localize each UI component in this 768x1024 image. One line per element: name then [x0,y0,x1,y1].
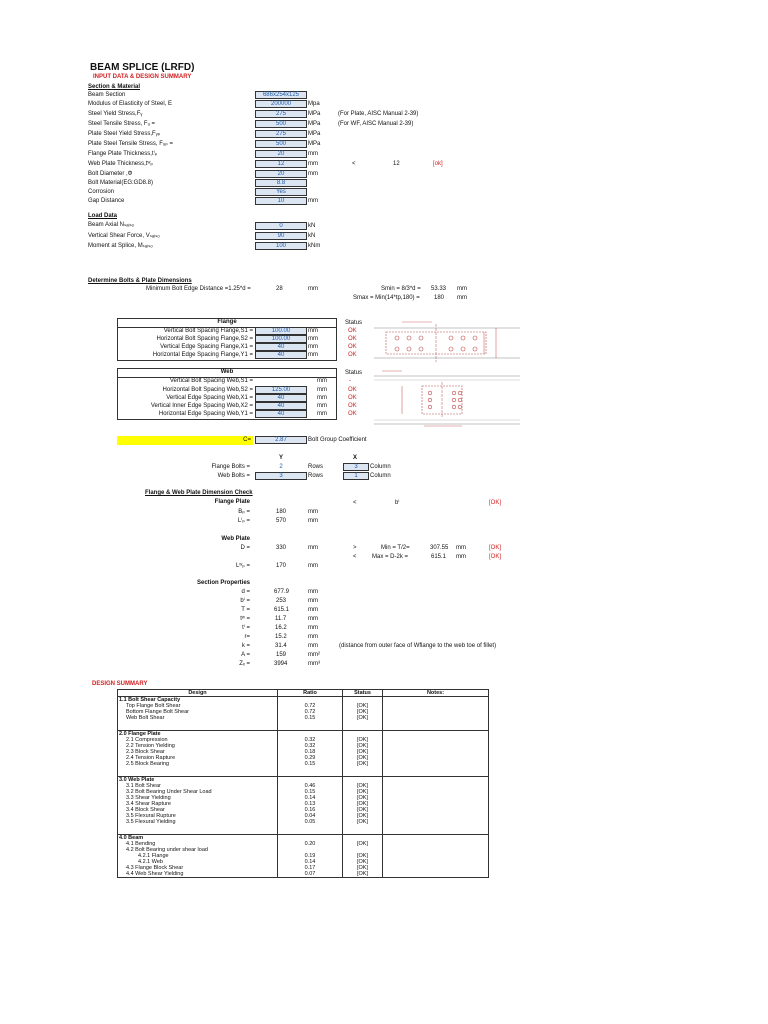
summary-header-row [118,690,489,697]
prop-label: tⁱ = [242,625,250,631]
prop-value: 15.2 [275,634,287,640]
label-vertical-shear: Vertical Shear Force, Vₛₐᵢₛₒ [88,233,160,239]
web-input-y1[interactable]: 40 [255,410,307,418]
label-tensile-stress: Steel Tensile Stress, Fᵤ = [88,121,156,127]
input-tensile-stress[interactable]: 500 [255,120,307,128]
prop-unit: mm [308,589,318,595]
status-min: [OK] [489,545,502,551]
page-subtitle: INPUT DATA & DESIGN SUMMARY [93,74,192,80]
label-beam-axial: Beam Axial Nₛₐᵢₛₒ [88,222,134,228]
item-ratio: 0.15 [278,789,343,795]
input-yield-stress[interactable]: 275 [255,110,307,118]
flange-plate-diagram [372,320,522,364]
item-status: [OK] [343,783,383,789]
unit-web-plate-thickness: mm [308,161,318,167]
web-input-x1[interactable]: 40 [255,394,307,402]
value-smax: 180 [434,295,445,301]
prop-label: k = [241,643,250,649]
unit-bp: mm [308,509,318,515]
prop-value: 253 [276,598,287,604]
web-input-x2[interactable]: 40 [255,402,307,410]
item-name: 2.3 Block Shear [118,749,278,755]
input-gap-distance[interactable]: 10 [255,197,307,205]
item-ratio: 0.14 [278,859,343,865]
unit-lwp: mm [308,563,318,569]
flange-input-s1[interactable]: 100.00 [255,327,307,335]
unit-min-edge: mm [308,286,318,292]
flange-bolts-x[interactable]: 3 [343,463,369,471]
input-flange-plate-thickness[interactable]: 20 [255,150,307,158]
input-beam-axial[interactable]: 0 [255,222,307,230]
flange-unit-x1: mm [308,344,318,350]
prop-label: r= [244,634,250,640]
item-status: [OK] [343,795,383,801]
flange-bolts-x-unit: Column [370,464,391,470]
web-unit-s2: mm [317,387,327,393]
item-name: Bottom Flange Bolt Shear [118,709,278,715]
web-status-s1: - [349,378,351,384]
flange-input-y1[interactable]: 40 [255,351,307,359]
flange-input-x1[interactable]: 40 [255,343,307,351]
item-ratio: 0.13 [278,801,343,807]
prop-note: (distance from outer face of Wflange to the web toe of fillet) [339,643,497,649]
prop-value: 677.9 [274,589,290,595]
item-ratio: 0.16 [278,807,343,813]
item-ratio: 0.46 [278,783,343,789]
item-status: [OK] [343,807,383,813]
dimension-check-heading: Flange & Web Plate Dimension Check [145,490,253,496]
flange-unit-y1: mm [308,352,318,358]
col-notes: Notes: [383,690,489,697]
item-status: [OK] [343,865,383,871]
label-smax: Smax = Min(14*tp,180) = [353,295,420,301]
item-status: [OK] [343,789,383,795]
prop-unit: mm [308,616,318,622]
unit-plate-tensile: MPa [308,141,321,147]
prop-unit: mm² [308,652,320,658]
item-name: 3.5 Flexural Rupture [118,813,278,819]
web-plate-subheading: Web Plate [221,536,250,542]
item-ratio: 0.19 [278,853,343,859]
value-min: 307.55 [430,545,449,551]
item-status: [OK] [343,761,383,767]
prop-label: T = [241,607,250,613]
prop-unit: mm [308,634,318,640]
item-name: 4.4 Web Shear Yielding [118,871,278,878]
label-bolt-material: Bolt Material(EG:GD8.8) [88,180,154,186]
item-name: 3.3 Shear Yielding [118,795,278,801]
label-gap-distance: Gap Distance [88,198,125,204]
input-plate-yield[interactable]: 275 [255,130,307,138]
web-bolts-y[interactable]: 3 [255,472,307,480]
item-ratio: 0.04 [278,813,343,819]
item-ratio: 0.14 [278,795,343,801]
label-coefficient: C= [243,437,251,443]
note-tensile-stress: (For WF, AISC Manual 2-39) [338,121,414,127]
web-heading: Web [220,369,234,375]
input-modulus[interactable]: 200000 [255,100,307,108]
unit-plate-yield: MPa [308,131,321,137]
label-max: Max = D-2k = [372,554,409,560]
item-ratio: 0.72 [278,709,343,715]
cmp-bp: < [353,500,357,506]
flange-input-s2[interactable]: 100.00 [255,335,307,343]
label-yield-stress: Steel Yield Stress,Fᵧ [88,111,143,117]
value-bp: 180 [276,509,287,515]
item-name: 3.1 Bolt Shear [118,783,278,789]
label-plate-tensile: Plate Steel Tensile Stress, Fᵤₚ = [88,141,173,147]
label-bolt-diameter: Bolt Diameter ,Φ [88,171,133,177]
input-plate-tensile[interactable]: 500 [255,140,307,148]
label-moment: Moment at Splice, Mₛₐᵢₛₒ [88,243,153,249]
web-unit-y1: mm [317,411,327,417]
unit-tensile-stress: MPa [308,121,321,127]
desc-coefficient: Bolt Group Coefficient [308,437,367,443]
bolt-x-heading: X [352,455,357,461]
web-unit-x1: mm [317,395,327,401]
table-gap [118,767,489,777]
web-unit-x2: mm [317,403,327,409]
item-name: 3.4 Block Shear [118,807,278,813]
unit-bolt-diameter: mm [308,171,318,177]
prop-value: 3994 [274,661,288,667]
item-ratio: 0.05 [278,819,343,825]
table-row [118,871,489,878]
label-plate-yield: Plate Steel Yield Stress,Fᵧₚ [88,131,161,137]
web-plate-diagram [372,368,522,430]
web-status-x2: OK [348,403,357,409]
label-min: Min = T/2= [381,545,410,551]
unit-lfp: mm [308,518,318,524]
item-status: [OK] [343,743,383,749]
section-material-heading: Section & Material [88,84,141,90]
design-summary-table [117,689,489,878]
item-name: Top Flange Bolt Shear [118,703,278,709]
col-ratio: Ratio [278,690,343,697]
item-status: [OK] [343,871,383,878]
prop-label: tʷ = [240,616,250,622]
input-bolt-diameter[interactable]: 20 [255,170,307,178]
input-coefficient[interactable]: 2.87 [255,436,307,444]
item-ratio: 0.72 [278,703,343,709]
prop-unit: mm [308,643,318,649]
value-lfp: 570 [276,518,287,524]
flange-label-s2: Horizontal Bolt Spacing Flange,S2 = [156,336,253,342]
flange-status-y1: OK [348,352,357,358]
web-unit-s1: mm [317,378,327,384]
web-bolts-x[interactable]: 1 [343,472,369,480]
item-status: [OK] [343,737,383,743]
item-status: [OK] [343,801,383,807]
item-status: [OK] [343,755,383,761]
label-d: D = [240,545,250,551]
cmp-d-min: > [353,545,357,551]
label-min-edge: Minimum Bolt Edge Distance =1.25*d = [146,286,251,292]
section-title: 1.1 Bolt Shear Capacity [118,697,278,704]
flange-bolts-y-unit: Rows [308,464,324,470]
item-ratio: 0.32 [278,737,343,743]
status-bp: [OK] [489,500,502,506]
item-ratio: 0.07 [278,871,343,878]
item-ratio: 0.15 [278,761,343,767]
web-status-y1: OK [348,411,357,417]
label-beam-section: Beam Section [88,92,126,98]
prop-unit: mm [308,598,318,604]
prop-unit: mm [308,625,318,631]
status-web-plate-thickness: [ok] [433,161,443,167]
item-name: 4.2.1 Flange [118,853,278,859]
prop-label: Zₓ = [239,661,250,667]
item-status: [OK] [343,859,383,865]
unit-beam-axial: kN [308,223,316,229]
label-flange-bolts: Flange Bolts = [211,464,250,470]
note-yield-stress: (For Plate, AISC Manual 2-39) [338,111,419,117]
item-name: 3.5 Flexural Yielding [118,819,278,825]
unit-modulus: Mpa [308,101,320,107]
unit-flange-plate-thickness: mm [308,151,318,157]
web-label-y1: Horizontal Edge Spacing Web,Y1 = [158,411,253,417]
item-status: [OK] [343,715,383,721]
unit-moment: kNm [308,243,321,249]
flange-label-x1: Vertical Edge Spacing Flange,X1 = [160,344,253,350]
web-label-x1: Vertical Edge Spacing Web,X1 = [166,395,253,401]
item-status: [OK] [343,703,383,709]
table-gap [118,721,489,731]
web-label-x2: Vertical Inner Edge Spacing Web,X2 = [150,403,253,409]
unit-vertical-shear: kN [308,233,316,239]
item-ratio: 0.32 [278,743,343,749]
item-name: 2.1 Compression [118,737,278,743]
item-name: 2.4 Tension Rapture [118,755,278,761]
unit-min: mm [456,545,466,551]
col-design: Design [118,690,278,697]
flange-unit-s2: mm [308,336,318,342]
input-corrosion[interactable]: Yes [255,188,307,196]
item-name: 2.2 Tension Yielding [118,743,278,749]
unit-smin: mm [457,286,467,292]
item-name: 3.4 Shear Rapture [118,801,278,807]
label-flange-plate-thickness: Flange Plate Thickness,tⁱₚ [88,151,158,157]
web-status-heading: Status [345,370,363,376]
item-status: [OK] [343,813,383,819]
input-web-plate-thickness[interactable]: 12 [255,160,307,168]
unit-yield-stress: MPa [308,111,321,117]
flange-label-s1: Vertical Bolt Spacing Flange,S1 = [163,328,253,334]
web-status-x1: OK [348,395,357,401]
input-vertical-shear[interactable]: 90 [255,232,307,240]
web-label-s1: Vertical Bolt Spacing Web,S1 = [169,378,253,384]
item-name: 2.5 Block Bearing [118,761,278,767]
web-bolts-y-unit: Rows [308,473,324,479]
item-name: 4.2 Bolt Bearing under shear load [118,847,278,853]
item-name: Web Bolt Shear [118,715,278,721]
flange-label-y1: Horizontal Edge Spacing Flange,Y1 = [152,352,253,358]
input-bolt-material[interactable]: 8.8 [255,179,307,187]
status-max: [OK] [489,554,502,560]
unit-max: mm [456,554,466,560]
load-data-heading: Load Data [88,213,118,219]
unit-smax: mm [457,295,467,301]
prop-value: 16.2 [275,625,287,631]
item-name: 3.2 Bolt Bearing Under Shear Load [118,789,278,795]
prop-label: d = [241,589,250,595]
label-corrosion: Corrosion [88,189,115,195]
input-moment[interactable]: 100 [255,242,307,250]
label-lwp: Lʷₚ = [236,563,250,569]
item-status: [OK] [343,749,383,755]
label-web-bolts: Web Bolts = [217,473,250,479]
value-min-edge: 28 [276,286,283,292]
item-status: [OK] [343,841,383,847]
section-title: 2.0 Flange Plate [118,731,278,738]
flange-heading: Flange [217,319,237,325]
prop-label: A = [241,652,250,658]
input-beam-section[interactable]: 686x254x125 [255,91,307,99]
value-max: 615.1 [431,554,447,560]
label-bp: Bₚ = [238,509,250,515]
item-status: [OK] [343,709,383,715]
web-input-s2[interactable]: 125.00 [255,386,307,394]
table-gap [118,825,489,835]
value-smin: 53.33 [431,286,447,292]
prop-value: 615.1 [274,607,290,613]
label-lfp: Lⁱₚ = [237,518,250,524]
label-web-plate-thickness: Web Plate Thickness,tʷₚ [88,161,153,167]
prop-unit: mm [308,607,318,613]
flange-plate-subheading: Flange Plate [214,499,250,505]
prop-label: bⁱ = [240,598,250,604]
section-title: 4.0 Beam [118,835,278,842]
prop-unit: mm³ [308,661,320,667]
page-title: BEAM SPLICE (LRFD) [90,62,195,73]
flange-unit-s1: mm [308,328,318,334]
item-ratio: 0.17 [278,865,343,871]
unit-gap-distance: mm [308,198,318,204]
flange-status-s1: OK [348,328,357,334]
unit-d: mm [308,545,318,551]
col-status: Status [343,690,383,697]
section-properties-heading: Section Properties [196,580,250,586]
cmp-web-plate-thickness: < [352,161,356,167]
item-status: [OK] [343,819,383,825]
label-smin: Smin = 8/3*d = [381,286,421,292]
item-name: 4.3 Flange Block Shear [118,865,278,871]
flange-status-x1: OK [348,344,357,350]
prop-value: 159 [276,652,287,658]
bolt-y-heading: Y [278,455,283,461]
prop-value: 11.7 [275,616,287,622]
cmp-value-web-plate-thickness: 12 [393,161,400,167]
value-d: 330 [276,545,287,551]
label-modulus: Modulus of Elasticity of Steel, E [88,101,173,107]
item-ratio: 0.18 [278,749,343,755]
item-name: 4.2.1 Web [118,859,278,865]
cmp-d-max: < [353,554,357,560]
flange-bolts-y: 2 [279,464,283,470]
section-title: 3.0 Web Plate [118,777,278,784]
value-lwp: 170 [276,563,287,569]
bolts-plate-heading: Determine Bolts & Plate Dimensions [88,278,192,284]
web-label-s2: Horizontal Bolt Spacing Web,S2 = [162,387,253,393]
ref-bp: bⁱ [395,500,400,506]
design-summary-heading: DESIGN SUMMARY [92,681,148,687]
item-ratio: 0.29 [278,755,343,761]
web-bolts-x-unit: Column [370,473,391,479]
item-ratio: 0.20 [278,841,343,847]
prop-value: 31.4 [275,643,287,649]
web-status-s2: OK [348,387,357,393]
item-ratio: 0.15 [278,715,343,721]
flange-status-heading: Status [345,320,363,326]
flange-status-s2: OK [348,336,357,342]
item-name: 4.1 Bending [118,841,278,847]
item-status: [OK] [343,853,383,859]
